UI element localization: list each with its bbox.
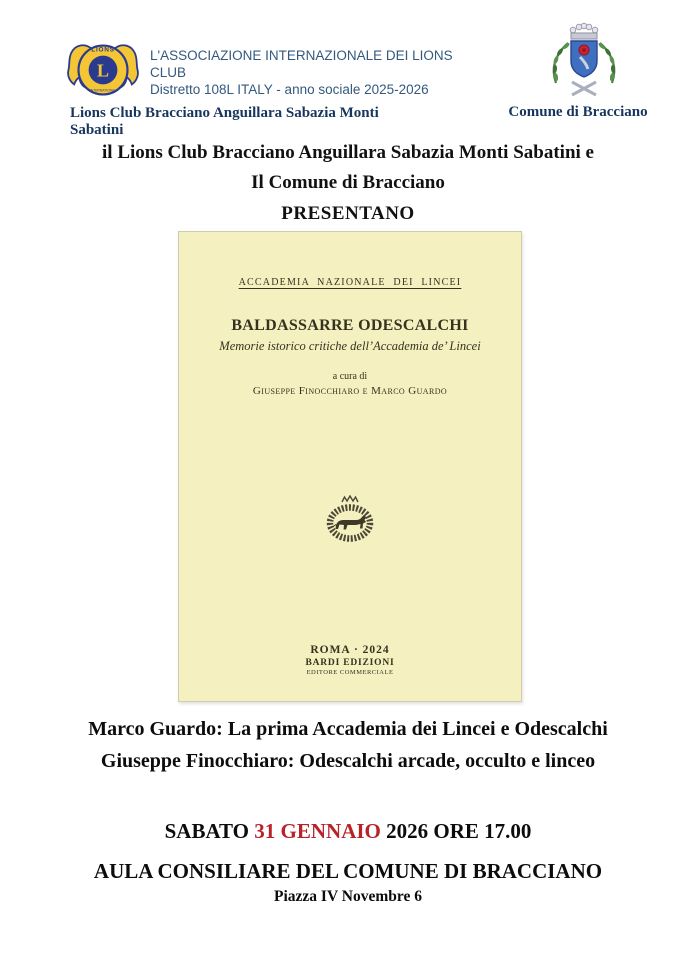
cover-institution: ACCADEMIA NAZIONALE DEI LINCEI [238, 277, 462, 288]
cover-publisher-note: EDITORE COMMERCIALE [306, 669, 394, 676]
club-name: Lions Club Bracciano Anguillara Sabazia Monti Sabatini [70, 105, 379, 138]
cover-editors: Giuseppe Finocchiaro e Marco Guardo [252, 385, 448, 397]
association-line2: Distretto 108L ITALY - anno sociale 2025-2026 [150, 82, 429, 97]
cover-curated-label: a cura di [332, 371, 368, 382]
speaker-line-1: Marco Guardo: La prima Accademia dei Lincei e Odescalchi [88, 718, 608, 740]
association-line1: L'ASSOCIAZIONE INTERNAZIONALE DEI LIONS CLUB [150, 48, 453, 80]
comune-caption: Comune di Bracciano [508, 104, 648, 120]
event-venue: AULA CONSILIARE DEL COMUNE DI BRACCIANO [93, 859, 603, 883]
lincei-lynx-wreath-emblem-icon [320, 493, 380, 547]
svg-text:INTERNATIONAL: INTERNATIONAL [89, 88, 117, 93]
cover-book-subtitle: Memorie istorico critiche dell’Accademia de’ Lincei [219, 339, 481, 353]
cover-place-year: ROMA · 2024 [310, 644, 390, 656]
event-date-suffix: 2026 ORE 17.00 [380, 819, 532, 843]
lions-international-logo-icon [64, 34, 142, 106]
speaker-line-2: Giuseppe Finocchiaro: Odescalchi arcade, occulto e linceo [100, 750, 596, 772]
intro-line-2: Il Comune di Bracciano [251, 172, 445, 193]
event-date-highlight: 31 GENNAIO [254, 819, 381, 843]
book-cover-image [178, 231, 522, 702]
intro-line-1: il Lions Club Bracciano Anguillara Sabazia Monti Sabatini e [102, 142, 594, 163]
intro-line-3: PRESENTANO [281, 203, 415, 224]
bracciano-coat-of-arms-icon [538, 18, 630, 100]
event-address: Piazza IV Novembre 6 [274, 888, 422, 905]
cover-book-title: BALDASSARRE ODESCALCHI [231, 317, 469, 334]
event-date-prefix: SABATO [164, 819, 255, 843]
cover-publisher: BARDI EDIZIONI [305, 658, 395, 668]
association-text [150, 47, 480, 98]
svg-text:LIONS: LIONS [91, 46, 115, 54]
event-date-line [0, 819, 696, 844]
svg-text:L: L [96, 60, 110, 81]
